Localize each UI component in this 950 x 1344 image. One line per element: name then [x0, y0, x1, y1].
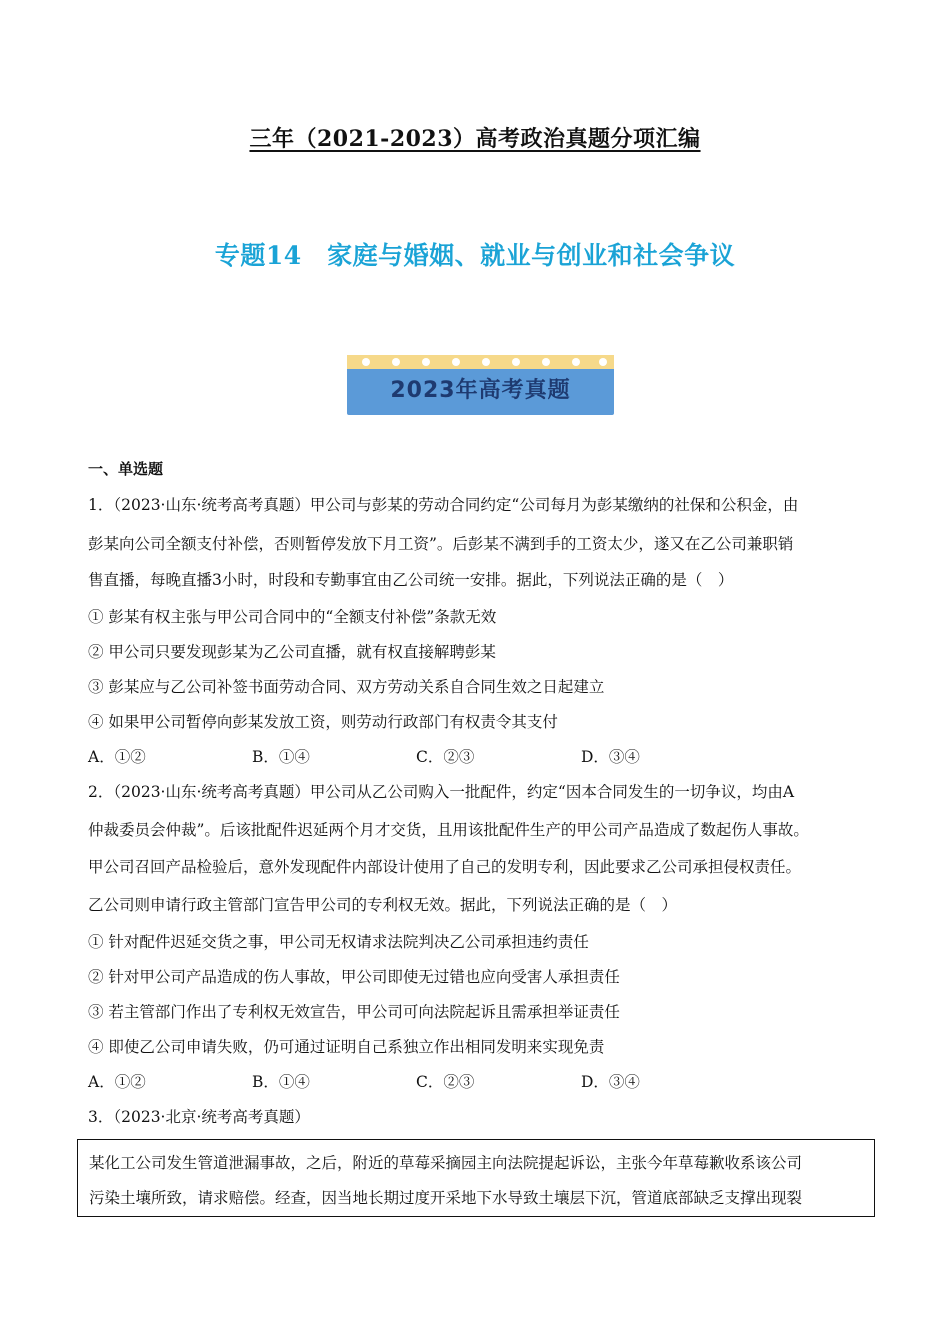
statement-line: ① 彭某有权主张与甲公司合同中的“全额支付补偿”条款无效 [88, 608, 497, 626]
topic-title: 专题14 家庭与婚姻、就业与创业和社会争议 [214, 241, 736, 270]
section-heading: 一、单选题 [88, 460, 164, 478]
statement-line: ③ 若主管部门作出了专利权无效宣告，甲公司可向法院起诉且需承担举证责任 [88, 1003, 620, 1021]
statement-line: ③ 彭某应与乙公司补签书面劳动合同、双方劳动关系自合同生效之日起建立 [88, 678, 605, 696]
answer-option-b: B．①④ [252, 748, 310, 766]
question-line: 1．（2023·山东·统考高考真题）甲公司与彭某的劳动合同约定“公司每月为彭某缴纳的社保和公积金，由 [88, 496, 799, 514]
question-line: 售直播，每晚直播3小时，时段和专勤事宜由乙公司统一安排。据此，下列说法正确的是（ ） [88, 571, 734, 589]
answer-option-a: A．①② [88, 748, 146, 766]
year-banner [347, 355, 614, 415]
main-title: 三年（2021-2023）高考政治真题分项汇编 [249, 126, 701, 152]
answer-option-a: A．①② [88, 1073, 146, 1091]
answer-option-c: C．②③ [416, 1073, 475, 1091]
banner-dot [482, 358, 490, 366]
banner-dot [512, 358, 520, 366]
statement-line: ④ 即使乙公司申请失败，仍可通过证明自己系独立作出相同发明来实现免责 [88, 1038, 605, 1056]
answer-option-b: B．①④ [252, 1073, 310, 1091]
banner-dot [362, 358, 370, 366]
answer-option-c: C．②③ [416, 748, 475, 766]
statement-line: ② 甲公司只要发现彭某为乙公司直播，就有权直接解聘彭某 [88, 643, 496, 661]
statement-line: ② 针对甲公司产品造成的伤人事故，甲公司即使无过错也应向受害人承担责任 [88, 968, 620, 986]
question-line: 乙公司则申请行政主管部门宣告甲公司的专利权无效。据此，下列说法正确的是（ ） [88, 896, 678, 914]
banner-label: 2023年高考真题 [390, 378, 571, 403]
banner-dot [392, 358, 400, 366]
question-line: 彭某向公司全额支付补偿，否则暂停发放下月工资”。后彭某不满到手的工资太少，遂又在乙公司兼职销 [88, 535, 794, 553]
banner-dot [572, 358, 580, 366]
banner-dot [422, 358, 430, 366]
statement-line: ④ 如果甲公司暂停向彭某发放工资，则劳动行政部门有权责令其支付 [88, 713, 558, 731]
banner-dots-strip [347, 355, 614, 369]
banner-dot [452, 358, 460, 366]
material-line: 某化工公司发生管道泄漏事故，之后，附近的草莓采摘园主向法院提起诉讼，主张今年草莓歉收系该公司 [89, 1154, 803, 1172]
material-box [77, 1139, 875, 1217]
statement-line: ① 针对配件迟延交货之事，甲公司无权请求法院判决乙公司承担违约责任 [88, 933, 589, 951]
banner-dot [599, 358, 607, 366]
answer-option-d: D．③④ [581, 748, 640, 766]
question-line: 2．（2023·山东·统考高考真题）甲公司从乙公司购入一批配件，约定“因本合同发生的一切争议，均由A [88, 783, 795, 801]
banner-dot [542, 358, 550, 366]
question-line: 仲裁委员会仲裁”。后该批配件迟延两个月才交货，且用该批配件生产的甲公司产品造成了数起伤人事故。 [88, 821, 809, 839]
question-line: 3．（2023·北京·统考高考真题） [88, 1108, 310, 1126]
answer-option-d: D．③④ [581, 1073, 640, 1091]
question-line: 甲公司召回产品检验后，意外发现配件内部设计使用了自己的发明专利，因此要求乙公司承担侵权责任。 [88, 858, 802, 876]
material-line: 污染土壤所致，请求赔偿。经查，因当地长期过度开采地下水导致土壤层下沉，管道底部缺乏支撑出现裂 [89, 1189, 803, 1207]
